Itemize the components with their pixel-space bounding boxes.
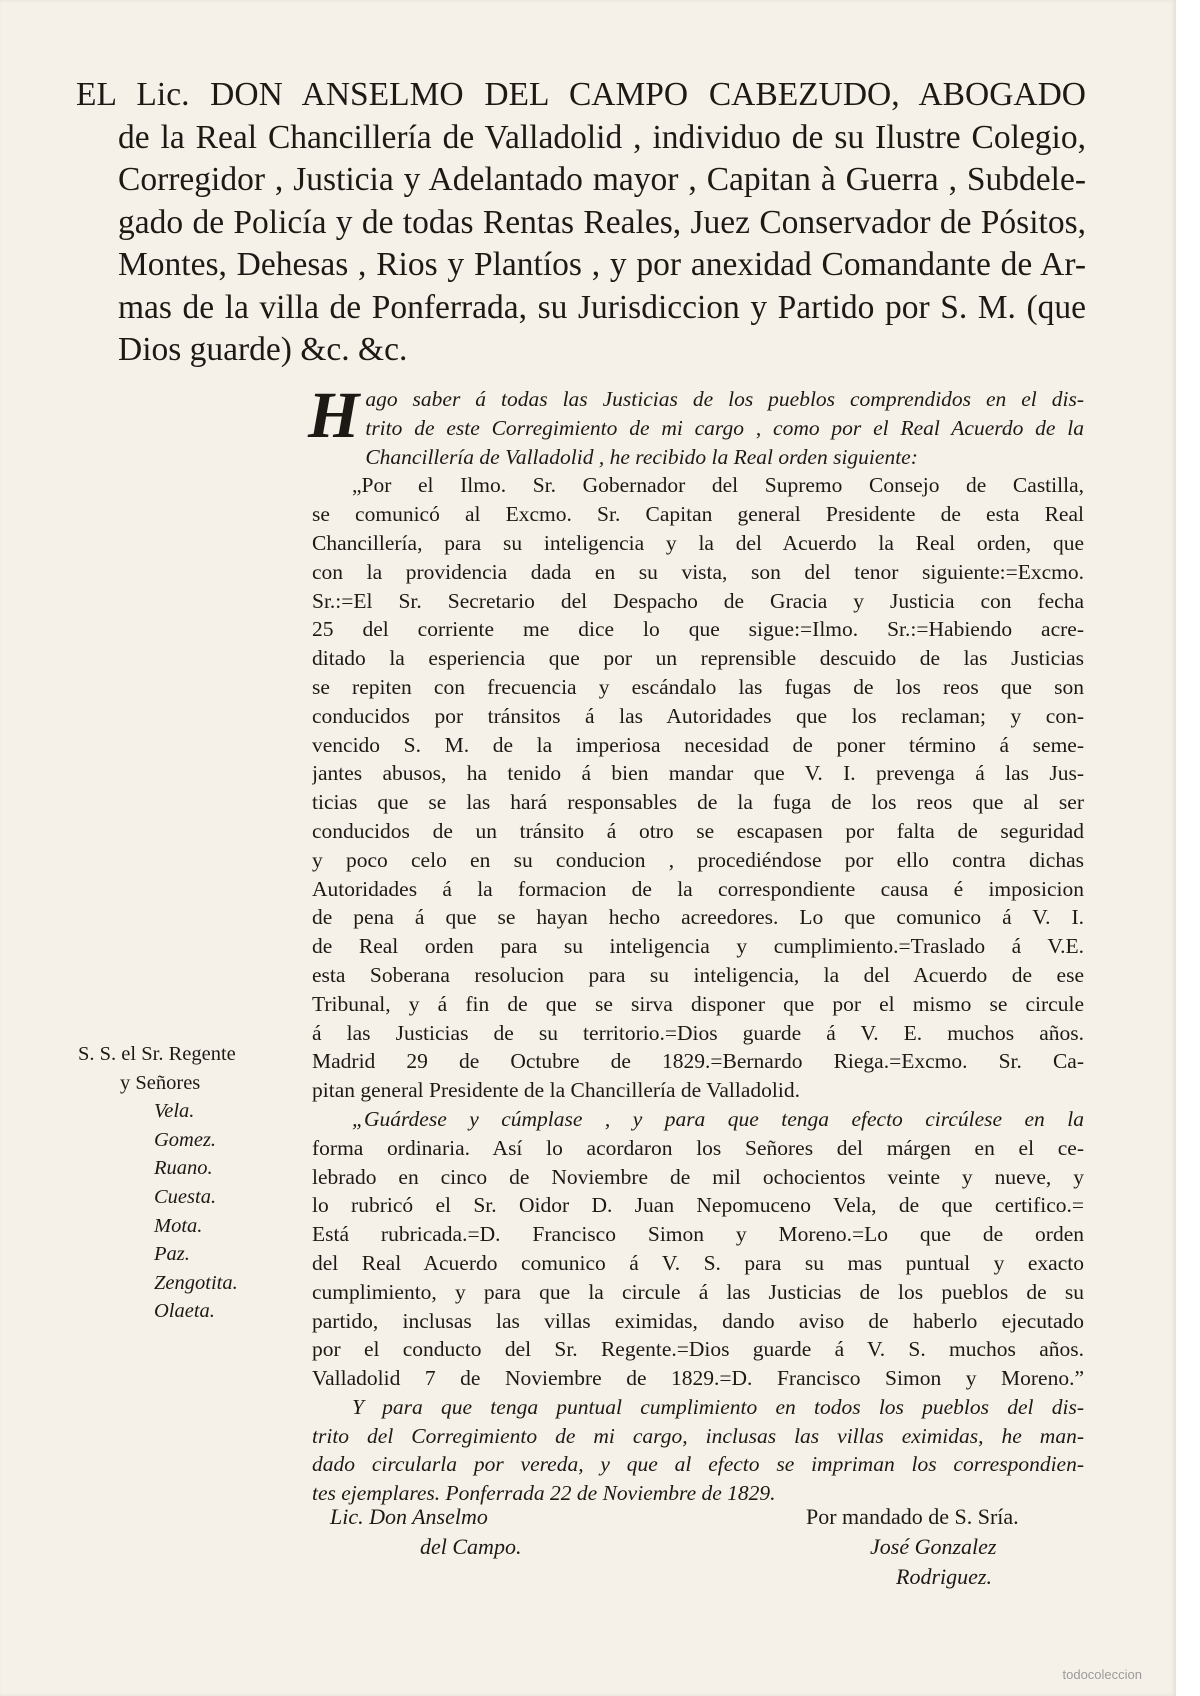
body-line: lebrado en cinco de Noviembre de mil ochocientos veinte y nueve, y [312,1164,1084,1189]
body-line: y poco celo en su conducion , procediéndose por ello contra dichas [312,847,1084,872]
header-line: EL Lic. DON ANSELMO DEL CAMPO CABEZUDO, ABOGADO [76,76,1086,113]
margin-name: Zengotita. [154,1271,238,1294]
header-line: gado de Policía y de todas Rentas Reales, Juez Conservador de Pósitos, [118,203,1086,241]
margin-name: Olaeta. [154,1300,215,1323]
body-line: Sr.:=El Sr. Secretario del Despacho de Gracia y Justicia con fecha [312,588,1084,613]
margin-name: Mota. [154,1214,203,1237]
header-line: Montes, Dehesas , Rios y Plantíos , y por anexidad Comandante de Ar- [118,246,1086,283]
margin-note [78,1040,298,1326]
body-line: se repiten con frecuencia y escándalo las fugas de los reos que son [312,674,1084,699]
body-line: jantes abusos, ha tenido á bien mandar que V. I. prevenga á las Jus- [312,761,1084,786]
body-line: se comunicó al Excmo. Sr. Capitan general Presidente de esta Real [312,502,1084,527]
margin-name: Ruano. [154,1157,213,1180]
margin-note-title: S. S. el Sr. Regente [78,1043,236,1065]
body-line: 25 del corriente me dice lo que sigue:=Ilmo. Sr.:=Habiendo acre- [312,617,1084,642]
body-line: Tribunal, y á fin de que se sirva disponer que por el mismo se circule [312,991,1084,1016]
signature-left-line1: Lic. Don Anselmo [330,1504,488,1529]
signature-right-line3: Rodriguez. [896,1564,992,1589]
body-line: Y para que tenga puntual cumplimiento en todos los pueblos del dis- [352,1394,1084,1419]
signature-left [330,1502,630,1562]
body-line: ago saber á todas las Justicias de los pueblos comprendidos en el dis- [365,387,1084,411]
body-line: del Real Acuerdo comunico á V. S. para su mas puntual y exacto [312,1250,1084,1275]
document-body [308,379,1084,1508]
body-line: cumplimiento, y para que la circule á las Justicias de los pueblos de su [312,1279,1084,1304]
watermark: todocoleccion [1062,1667,1142,1682]
body-line: lo rubricó el Sr. Oidor D. Juan Nepomuceno Vela, de que certifico.= [312,1193,1084,1218]
margin-note-subtitle: y Señores [120,1071,201,1094]
body-line: dado circularla por vereda, y que al efecto se impriman los correspondien- [312,1452,1084,1477]
body-line: „Por el Ilmo. Sr. Gobernador del Supremo Consejo de Castilla, [352,473,1084,498]
margin-name: Paz. [154,1243,190,1266]
header-line: Corregidor , Justicia y Adelantado mayor , Capitan à Guerra , Subdele- [118,161,1086,198]
document-header [76,74,1086,372]
header-line: mas de la villa de Ponferrada, su Jurisdiccion y Partido por S. M. (que [118,288,1086,326]
body-line: con la providencia dada en su vista, son del tenor siguiente:=Excmo. [312,559,1084,584]
body-line: á las Justicias de su territorio.=Dios guarde á V. E. muchos años. [312,1020,1084,1045]
body-line: conducidos de un tránsito á otro se escapasen por falta de seguridad [312,818,1084,843]
body-line: trito de este Corregimiento de mi cargo , como por el Real Acuerdo de la [365,415,1084,440]
body-line: forma ordinaria. Así lo acordaron los Señores del márgen en el ce- [312,1135,1084,1160]
signature-right [806,1502,1106,1592]
body-line: Autoridades á la formacion de la correspondiente causa é imposicion [312,876,1084,901]
body-line: pitan general Presidente de la Chancillería de Valladolid. [312,1078,800,1103]
body-line: Madrid 29 de Octubre de 1829.=Bernardo Riega.=Excmo. Sr. Ca- [312,1049,1084,1074]
body-line: partido, inclusas las villas eximidas, dando aviso de haberlo ejecutado [312,1308,1084,1333]
body-line: de pena á que se hayan hecho acreedores. Lo que comunico á V. I. [312,905,1084,930]
header-line: Dios guarde) &c. &c. [118,331,408,368]
body-line: conducidos por tránsitos á las Autoridades que los reclaman; y con- [312,703,1084,728]
body-line: Valladolid 7 de Noviembre de 1829.=D. Francisco Simon y Moreno.” [312,1366,1084,1391]
body-line: Chancillería, para su inteligencia y la del Acuerdo la Real orden, que [312,530,1084,555]
header-line: de la Real Chancillería de Valladolid , individuo de su Ilustre Colegio, [118,118,1086,156]
body-line: de Real orden para su inteligencia y cumplimiento.=Traslado á V.E. [312,934,1084,959]
body-line: Está rubricada.=D. Francisco Simon y Moreno.=Lo que de orden [312,1222,1084,1247]
body-line: ticias que se las hará responsables de la fuga de los reos que al ser [312,790,1084,815]
drop-cap: H [308,379,360,452]
body-line: ditado la esperiencia que por un reprensible descuido de las Justicias [312,646,1084,671]
body-line: „Guárdese y cúmplase , y para que tenga efecto circúlese en la [352,1106,1084,1131]
body-line: esta Soberana resolucion para su inteligencia, la del Acuerdo de ese [312,962,1084,987]
body-line: Chancillería de Valladolid , he recibido la Real orden siguiente: [365,444,918,469]
body-line: por el conducto del Sr. Regente.=Dios guarde á V. S. muchos años. [312,1337,1084,1362]
body-line: vencido S. M. de la imperiosa necesidad de poner término á seme- [312,732,1084,757]
signature-right-line1: Por mandado de S. Sría. [806,1504,1019,1529]
body-line: trito del Corregimiento de mi cargo, inclusas las villas eximidas, he man- [312,1423,1084,1448]
margin-name: Cuesta. [154,1185,217,1208]
margin-name: Gomez. [154,1128,217,1151]
margin-name: Vela. [154,1100,195,1123]
signature-left-line2: del Campo. [420,1534,522,1559]
signature-right-line2: José Gonzalez [870,1534,997,1559]
body-line: tes ejemplares. Ponferrada 22 de Noviembre de 1829. [312,1481,776,1506]
